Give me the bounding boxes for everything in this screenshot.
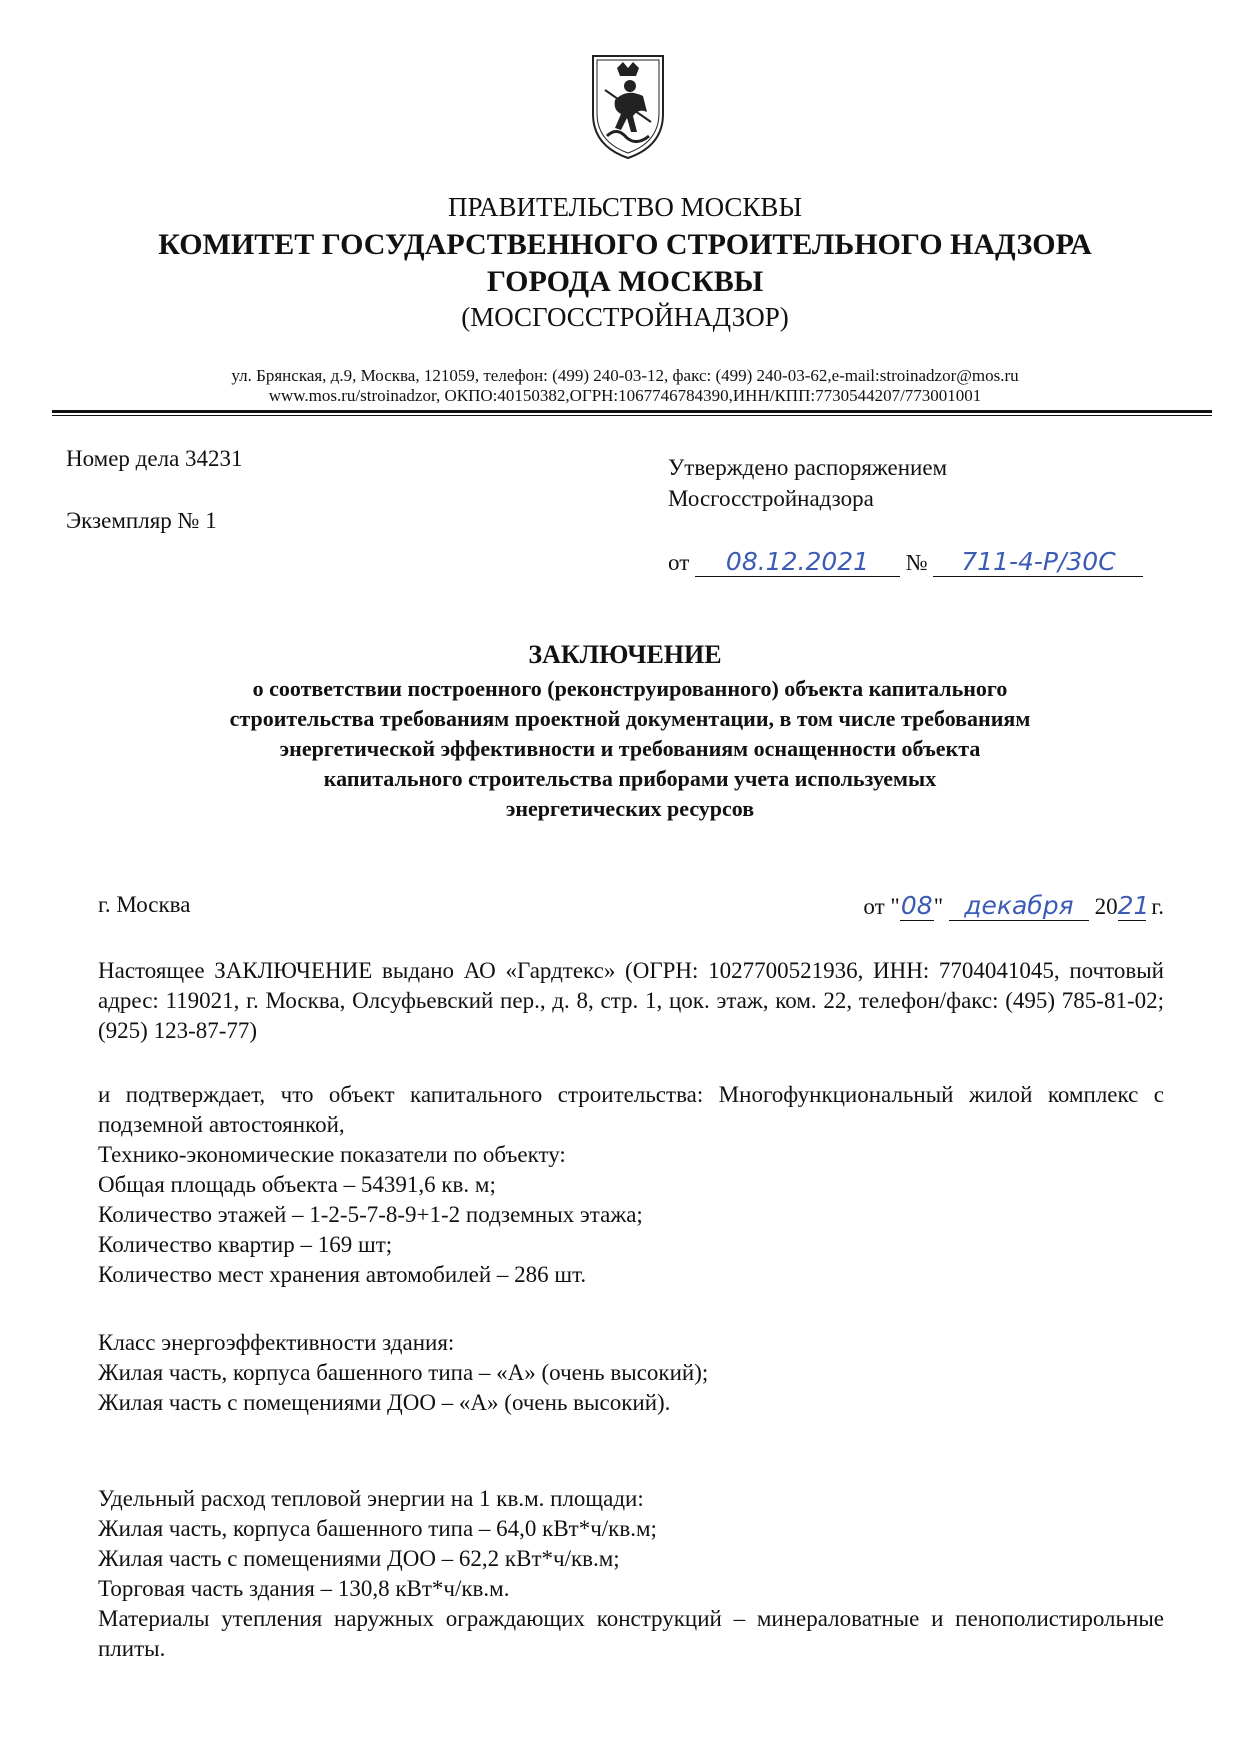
heat-consumption-line: Жилая часть, корпуса башенного типа – 64,0 кВт*ч/кв.м;: [98, 1516, 657, 1541]
object-indicator-line: Технико-экономические показатели по объекту:: [98, 1142, 566, 1167]
committee-abbreviation: (МОСГОССТРОЙНАДЗОР): [461, 302, 789, 332]
object-indicator-line: Количество этажей – 1-2-5-7-8-9+1-2 подземных этажа;: [98, 1202, 643, 1227]
date-day-handwritten: 08: [900, 891, 933, 920]
header-divider-thick: [52, 410, 1212, 413]
date-mid: ": [933, 894, 949, 919]
committee-name-line2: ГОРОДА МОСКВЫ: [486, 265, 764, 298]
address-line2: www.mos.ru/stroinadzor, ОКПО:40150382,ОГРН:1067746784390,ИНН/КПП:7730544207/773001001: [268, 386, 982, 405]
heat-consumption-paragraph: [98, 1484, 1164, 1664]
subtitle-line: строительства требованиям проектной документации, в том числе требованиям: [229, 706, 1031, 731]
object-indicator-line: Общая площадь объекта – 54391,6 кв. м;: [98, 1172, 496, 1197]
object-paragraph: [98, 1080, 1164, 1290]
date-end: г.: [1145, 894, 1164, 919]
object-intro: и подтверждает, что объект капитального строительства: Многофункциональный жилой комплекс с подземной автостоянкой,: [98, 1082, 1164, 1137]
document-title: ЗАКЛЮЧЕНИЕ: [528, 640, 722, 669]
date-year-handwritten: 21: [1117, 891, 1150, 920]
place-of-issue: г. Москва: [98, 892, 191, 917]
subtitle-line: о соответствии построенного (реконструированного) объекта капитального: [252, 676, 1008, 701]
approval-number-label: №: [905, 550, 928, 575]
energy-class-line: Жилая часть, корпуса башенного типа – «А» (очень высокий);: [98, 1360, 709, 1385]
government-name: ПРАВИТЕЛЬСТВО МОСКВЫ: [447, 192, 802, 222]
subtitle-line: капитального строительства приборами учета используемых: [323, 766, 937, 791]
approval-from-label: от: [668, 550, 690, 575]
address-line1: ул. Брянская, д.9, Москва, 121059, телефон: (499) 240-03-12, факс: (499) 240-03-62,e-mail:stroinadzor@mos.ru: [231, 366, 1019, 385]
document-subtitle: [130, 674, 1130, 824]
copy-number: Экземпляр № 1: [66, 508, 217, 533]
header-divider-thin: [52, 415, 1212, 416]
insulation-materials: Материалы утепления наружных ограждающих конструкций – минераловатные и пенополистирольные плиты.: [98, 1606, 1164, 1661]
object-indicator-line: Количество квартир – 169 шт;: [98, 1232, 393, 1257]
date-prefix: от ": [863, 894, 900, 919]
energy-class-paragraph: [98, 1328, 1164, 1418]
date-month-handwritten: декабря: [949, 892, 1089, 921]
issuance-paragraph: Настоящее ЗАКЛЮЧЕНИЕ выдано АО «Гардтекс» (ОГРН: 1027700521936, ИНН: 7704041045, почтовый адрес: 119021, г. Москва, Олсуфьевский пер., д. 8, стр. 1, цок. этаж, ком. 22, телефон/факс: (495) 785-81-02; (925) 123-87-77): [98, 958, 1164, 1043]
object-indicator-line: Количество мест хранения автомобилей – 286 шт.: [98, 1262, 587, 1287]
heat-consumption-line: Жилая часть с помещениями ДОО – 62,2 кВт*ч/кв.м;: [98, 1546, 620, 1571]
energy-class-line: Жилая часть с помещениями ДОО – «А» (очень высокий).: [98, 1390, 671, 1415]
issue-date: [863, 892, 1164, 921]
approval-line1: Утверждено распоряжением: [668, 455, 948, 480]
subtitle-line: энергетических ресурсов: [505, 796, 755, 821]
subtitle-line: энергетической эффективности и требованиям оснащенности объекта: [279, 736, 981, 761]
moscow-coat-of-arms-emblem: [587, 50, 669, 162]
approval-line2: Мосгосстройнадзора: [668, 486, 874, 511]
energy-class-line: Класс энергоэффективности здания:: [98, 1330, 455, 1355]
case-number: Номер дела 34231: [66, 446, 243, 471]
date-year-prefix: 20: [1088, 894, 1118, 919]
heat-consumption-line: Удельный расход тепловой энергии на 1 кв.м. площади:: [98, 1486, 644, 1511]
approval-order-line: [668, 548, 1143, 577]
approval-date-handwritten: 08.12.2021: [695, 548, 900, 577]
heat-consumption-line: Торговая часть здания – 130,8 кВт*ч/кв.м.: [98, 1576, 510, 1601]
committee-name-line1: КОМИТЕТ ГОСУДАРСТВЕННОГО СТРОИТЕЛЬНОГО НАДЗОРА: [158, 228, 1092, 261]
approval-number-handwritten: 711-4-Р/30С: [933, 548, 1143, 577]
